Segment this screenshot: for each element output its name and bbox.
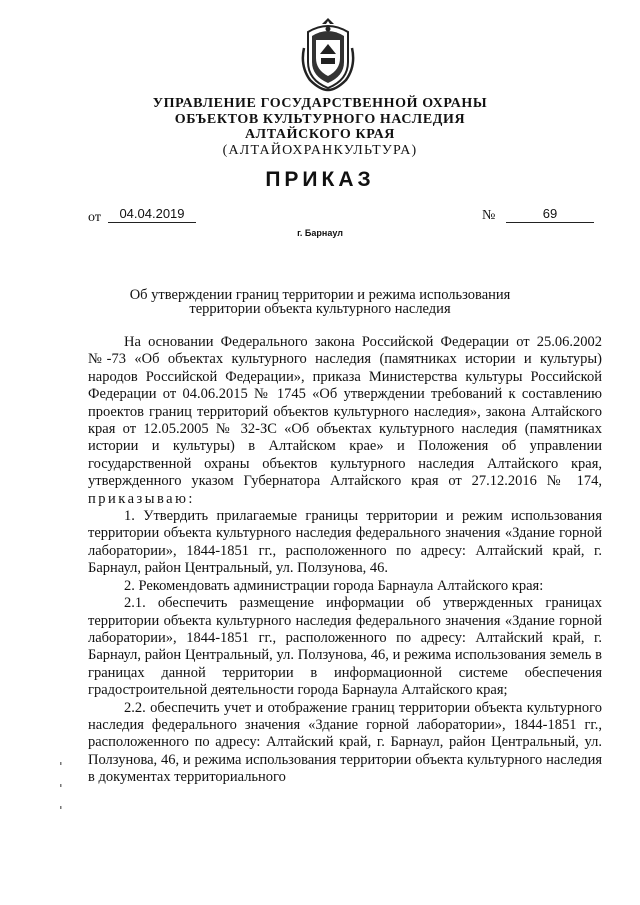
order-number: 69 <box>506 206 594 223</box>
preamble-paragraph <box>88 334 602 508</box>
preamble-text: На основании Федерального закона Российской Федерации от 25.06.2002 №-73 «Об объектах культурного наследия (памятниках истории и культуры) народов Российской Федерации», приказа Министерства культуры Российской Федерации от 04.06.2015 № 1745 «Об утверждении требований к составлению проектов границ территорий объектов культурного наследия», закона Алтайского края от 12.05.2005 № 32-ЗС «Об объектах культурного наследия (памятниках истории и культуры) в Алтайском крае» и Положения об управлении государственной охраны объектов культурного наследия Алтайского края, утвержденного указом Губернатора Алтайского края от 27.12.2016 № 174, <box>88 334 602 490</box>
city: г. Барнаул <box>297 228 343 238</box>
subject-heading <box>100 288 540 316</box>
number-prefix: № <box>482 208 496 223</box>
order-word: приказываю: <box>88 490 195 507</box>
item-2-2: 2.2. обеспечить учет и отображение границ территории объекта культурного наследия федерального значения «Здание горной лаборатории», 1844-1851 гг., расположенного по адресу: Алтайский край, г. Барнаул, район Центральный, ул. Ползунова, 46, и режима использования территории объекта культурного наследия в документах территориального <box>88 699 602 786</box>
item-1: 1. Утвердить прилагаемые границы территории и режим использования территории объекта культурного наследия федерального значения «Здание горной лаборатории», 1844-1851 гг., расположенного по адресу: Алтайский край, г. Барнаул, район Центральный, ул. Ползунова, 46. <box>88 508 602 577</box>
org-line-4: (АЛТАЙОХРАНКУЛЬТУРА) <box>222 142 418 158</box>
altai-coat-of-arms-icon <box>300 18 356 92</box>
subject-line-1: Об утверждении границ территории и режима использования <box>129 287 511 303</box>
date-prefix: от <box>88 210 101 225</box>
document-title: ПРИКАЗ <box>265 168 375 191</box>
org-line-1: УПРАВЛЕНИЕ ГОСУДАРСТВЕННОЙ ОХРАНЫ <box>152 96 488 111</box>
org-line-3: АЛТАЙСКОГО КРАЯ <box>244 127 396 142</box>
item-2: 2. Рекомендовать администрации города Барнаула Алтайского края: <box>124 577 544 594</box>
item-2-1: 2.1. обеспечить размещение информации об утвержденных границах территории объекта культурного наследия федерального значения «Здание горной лаборатории», 1844-1851 гг., расположенного по адресу: Алтайский край, г. Барнаул, район Центральный, ул. Ползунова, 46, и режима использования земель в границах данной территории в информационной системе обеспечения градостроительной деятельности города Барнаула Алтайского края; <box>88 595 602 699</box>
margin-marks <box>58 760 64 850</box>
subject-line-2: территории объекта культурного наследия <box>189 301 451 317</box>
order-date: 04.04.2019 <box>108 206 196 223</box>
org-line-2: ОБЪЕКТОВ КУЛЬТУРНОГО НАСЛЕДИЯ <box>174 111 466 127</box>
document-body <box>88 334 602 787</box>
organization-name <box>0 96 640 158</box>
